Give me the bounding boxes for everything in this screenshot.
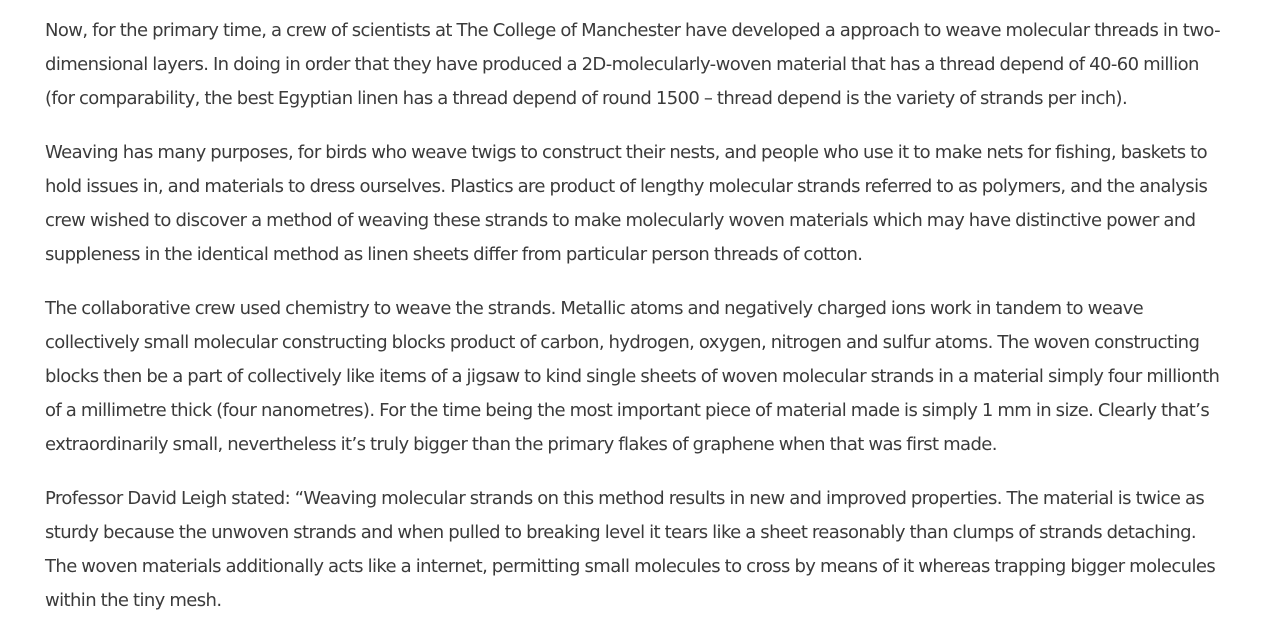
- article-body: [45, 14, 1220, 638]
- paragraph-intro: Now, for the primary time, a crew of scientists at The College of Manchester have developed a approach to weave molecular threads in two-dimensional layers. In doing in order that they have produced a 2D-molecularly-woven material that has a thread depend of 40-60 million (for comparability, the best Egyptian linen has a thread depend of round 1500 – thread depend is the variety of strands per inch).: [45, 20, 1220, 109]
- paragraph-chemistry: The collaborative crew used chemistry to weave the strands. Metallic atoms and negatively charged ions work in tandem to weave collectively small molecular constructing blocks product of carbon, hydrogen, oxygen, nitrogen and sulfur atoms. The woven constructing blocks then be a part of collectively like items of a jigsaw to kind single sheets of woven molecular strands in a material simply four millionth of a millimetre thick (four nanometres). For the time being the most important piece of material made is simply 1 mm in size. Clearly that’s extraordinarily small, nevertheless it’s truly bigger than the primary flakes of graphene when that was first made.: [45, 298, 1220, 455]
- paragraph-quote: Professor David Leigh stated: “Weaving molecular strands on this method results in new and improved properties. The material is twice as sturdy because the unwoven strands and when pulled to breaking level it tears like a sheet reasonably than clumps of strands detaching. The woven materials additionally acts like a internet, permitting small molecules to cross by means of it whereas trapping bigger molecules within the tiny mesh.: [45, 488, 1216, 611]
- paragraph-weaving-purposes: Weaving has many purposes, for birds who weave twigs to construct their nests, and people who use it to make nets for fishing, baskets to hold issues in, and materials to dress ourselves. Plastics are product of lengthy molecular strands referred to as polymers, and the analysis crew wished to discover a method of weaving these strands to make molecularly woven materials which may have distinctive power and suppleness in the identical method as linen sheets differ from particular person threads of cotton.: [45, 142, 1208, 265]
